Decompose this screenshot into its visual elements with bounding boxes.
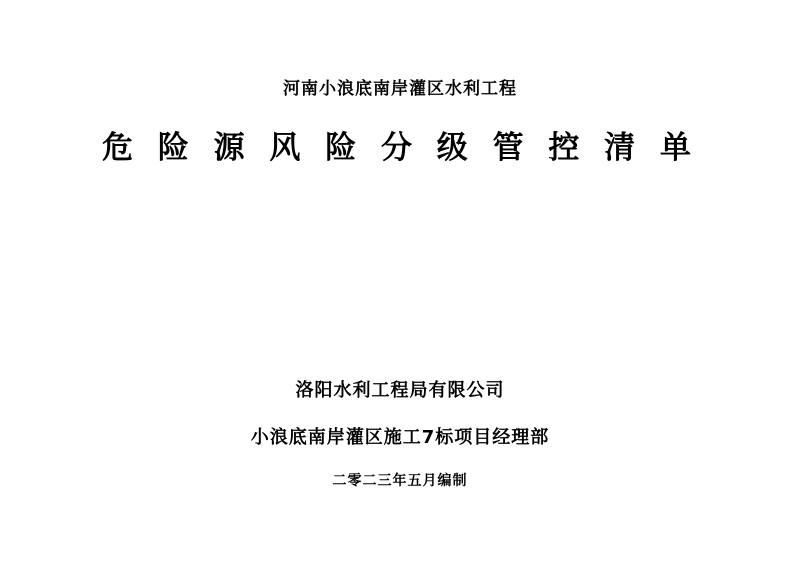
cover-footer-block [0,378,800,492]
department-name: 小浪底南岸灌区施工7标项目经理部 [250,427,550,449]
cover-heading-block [0,0,800,168]
organization-name: 洛阳水利工程局有限公司 [295,380,505,401]
document-main-title: 危 险 源 风 险 分 级 管 控 清 单 [102,129,698,166]
project-subtitle: 河南小浪底南岸灌区水利工程 [283,79,517,99]
compilation-date: 二零二三年五月编制 [332,473,468,490]
